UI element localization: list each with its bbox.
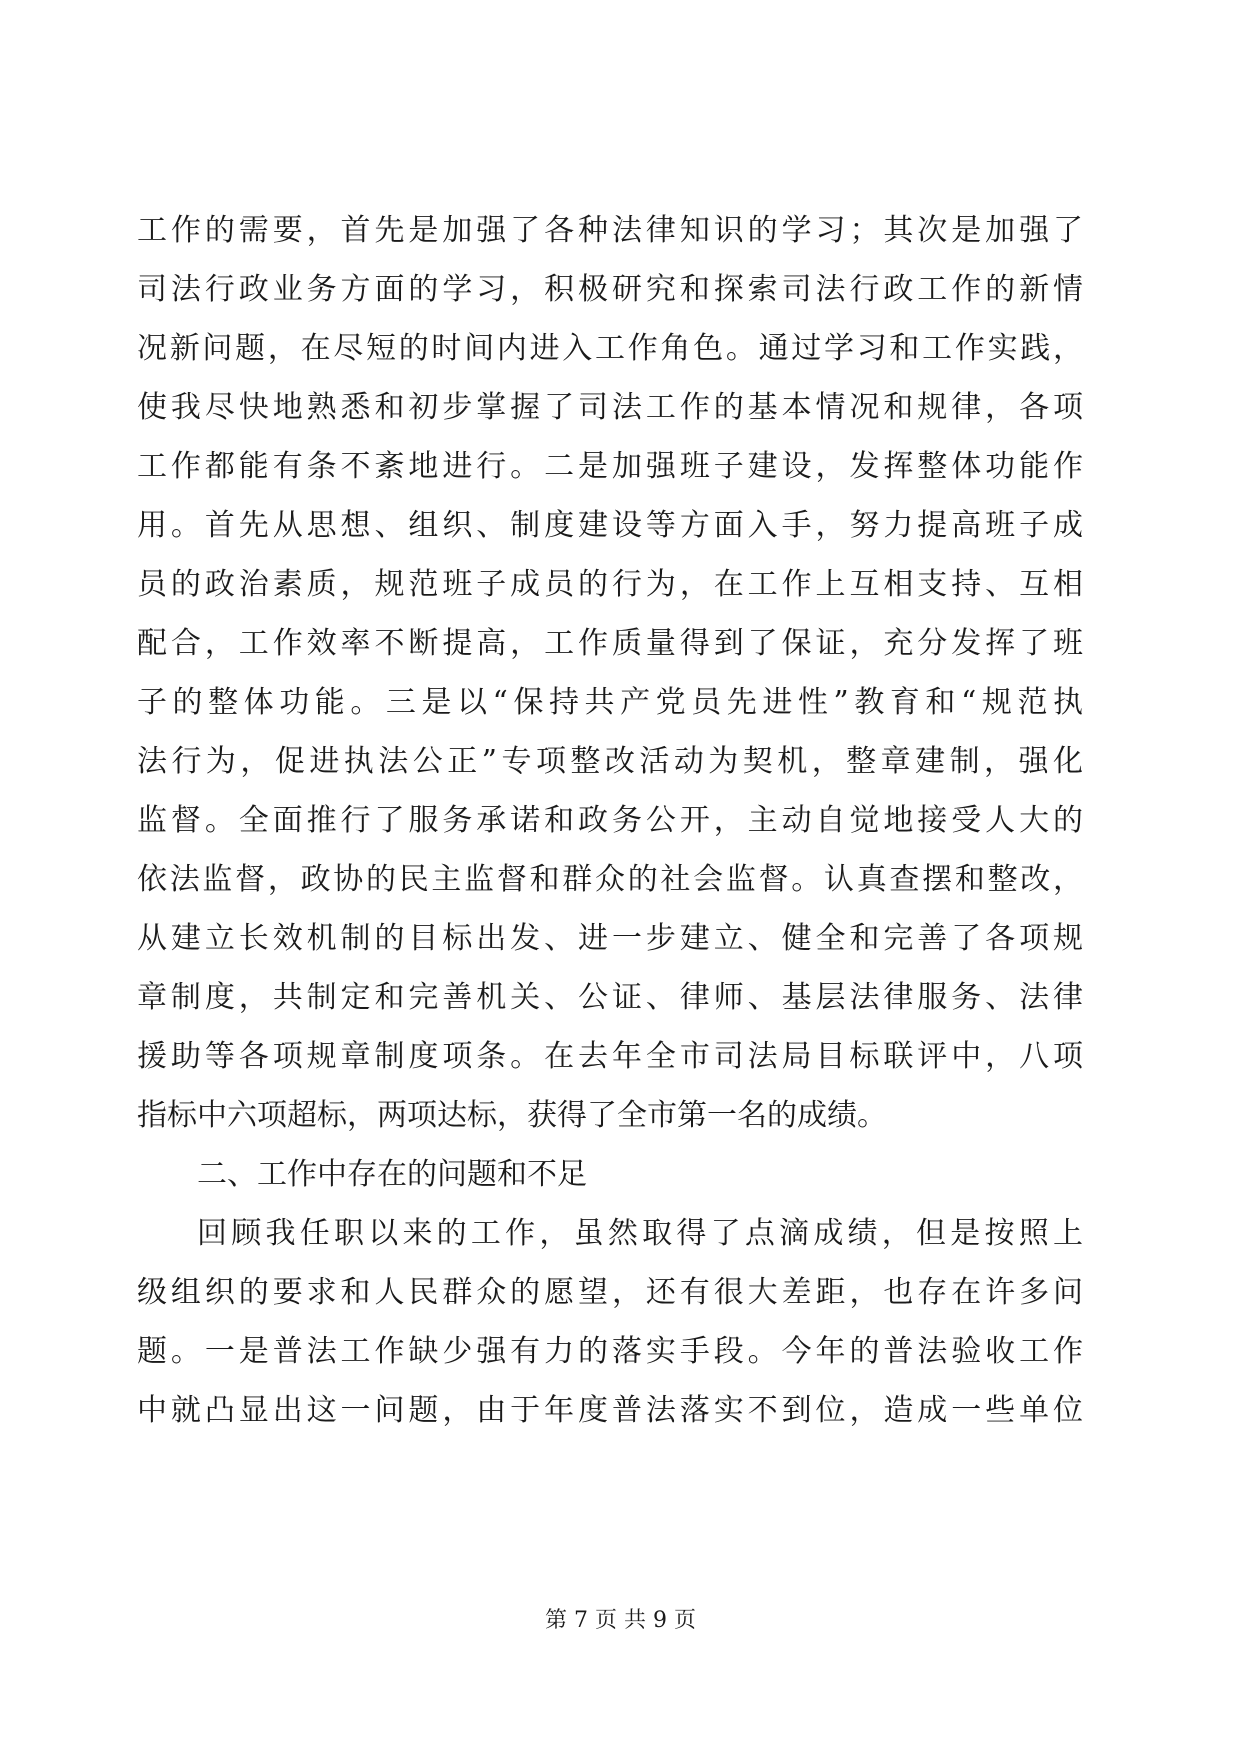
page-number-footer: 第 7 页 共 9 页 (545, 1608, 696, 1633)
body-text-line: 题。一是普法工作缺少强有力的落实手段。今年的普法验收工作 (137, 1334, 1083, 1369)
body-text-line: 法行为，促进执法公正”专项整改活动为契机，整章建制，强化 (137, 744, 1083, 779)
body-text-line: 用。首先从思想、组织、制度建设等方面入手，努力提高班子成 (137, 508, 1083, 543)
body-text-line: 工作的需要，首先是加强了各种法律知识的学习；其次是加强了 (137, 213, 1083, 248)
body-text-line: 依法监督，政协的民主监督和群众的社会监督。认真查摆和整改， (137, 862, 1083, 897)
section-heading: 二、工作中存在的问题和不足 (197, 1157, 587, 1192)
body-text-line: 员的政治素质，规范班子成员的行为，在工作上互相支持、互相 (137, 567, 1083, 602)
body-text-line: 子的整体功能。三是以“保持共产党员先进性”教育和“规范执 (137, 685, 1083, 720)
body-text-line: 使我尽快地熟悉和初步掌握了司法工作的基本情况和规律，各项 (137, 390, 1083, 425)
body-text-line: 从建立长效机制的目标出发、进一步建立、健全和完善了各项规 (137, 921, 1083, 956)
body-text-line: 工作都能有条不紊地进行。二是加强班子建设，发挥整体功能作 (137, 449, 1083, 484)
body-text-line: 司法行政业务方面的学习，积极研究和探索司法行政工作的新情 (137, 272, 1083, 307)
body-text-line: 指标中六项超标，两项达标，获得了全市第一名的成绩。 (137, 1098, 887, 1133)
body-text-line: 中就凸显出这一问题，由于年度普法落实不到位，造成一些单位 (137, 1393, 1083, 1428)
body-text-line: 援助等各项规章制度项条。在去年全市司法局目标联评中，八项 (137, 1039, 1083, 1074)
body-text-line: 回顾我任职以来的工作，虽然取得了点滴成绩，但是按照上 (197, 1216, 1083, 1251)
body-text-line: 监督。全面推行了服务承诺和政务公开，主动自觉地接受人大的 (137, 803, 1083, 838)
body-text-line: 章制度，共制定和完善机关、公证、律师、基层法律服务、法律 (137, 980, 1083, 1015)
body-text-line: 况新问题，在尽短的时间内进入工作角色。通过学习和工作实践， (137, 331, 1083, 366)
body-text-line: 配合，工作效率不断提高，工作质量得到了保证，充分发挥了班 (137, 626, 1083, 661)
body-text-line: 级组织的要求和人民群众的愿望，还有很大差距，也存在许多问 (137, 1275, 1083, 1310)
